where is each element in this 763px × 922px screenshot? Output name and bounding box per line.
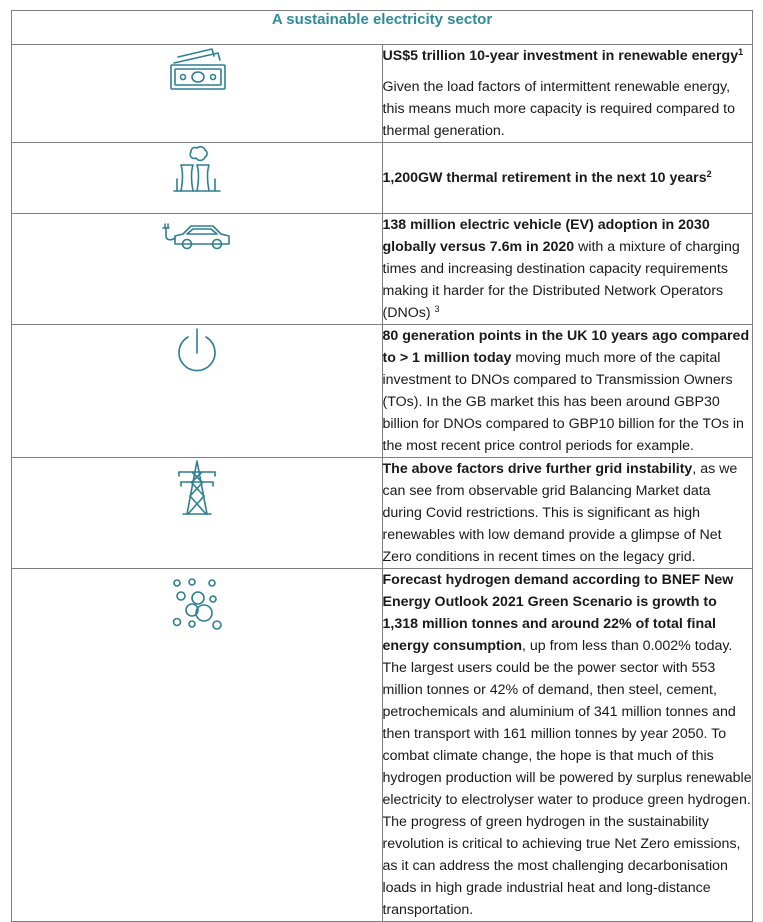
table-title: A sustainable electricity sector xyxy=(12,11,753,45)
icon-cell xyxy=(12,458,383,569)
text-cell xyxy=(382,458,753,569)
title-row xyxy=(12,11,753,45)
table-row xyxy=(12,45,753,143)
text-cell xyxy=(382,214,753,325)
electric-car-icon xyxy=(12,214,382,254)
footnote-ref: 1 xyxy=(738,47,744,57)
row-heading: The above factors drive further grid instability xyxy=(382,461,693,477)
row-body: moving much more of the capital investment to DNOs compared to Transmission Owners (TOs). In the GB market this has been around GBP30 billion for DNOs compared to GBP10 billion for the TOs in the most recent price control periods for example. xyxy=(382,350,744,454)
icon-cell xyxy=(12,45,383,143)
row-heading: Forecast hydrogen demand according to BNEF New Energy Outlook 2021 Green Scenario is growth to 1,318 million tonnes and around 22% of total final energy consumption xyxy=(382,572,734,654)
footnote-ref: 3 xyxy=(434,304,440,314)
transmission-tower-icon xyxy=(12,458,382,516)
row-heading: 80 generation points in the UK 10 years ago compared to > 1 million today xyxy=(382,328,750,366)
sector-table xyxy=(11,10,753,922)
hydrogen-bubbles-icon xyxy=(12,577,382,631)
text-cell xyxy=(382,143,753,214)
icon-cell xyxy=(12,569,383,922)
table-row xyxy=(12,569,753,922)
icon-cell xyxy=(12,214,383,325)
text-cell xyxy=(382,325,753,458)
power-plant-icon xyxy=(12,143,382,195)
money-icon xyxy=(12,45,382,93)
table-row xyxy=(12,458,753,569)
icon-cell xyxy=(12,325,383,458)
table-row xyxy=(12,214,753,325)
text-cell xyxy=(382,45,753,143)
footnote-ref: 2 xyxy=(706,169,712,179)
text-cell xyxy=(382,569,753,922)
row-body: , as we can see from observable grid Balancing Market data during Covid restrictions. This is significant as high renewables with low demand provide a glimpse of Net Zero conditions in recent times on the legacy grid. xyxy=(382,461,738,565)
table-row xyxy=(12,325,753,458)
row-heading: US$5 trillion 10-year investment in renewable energy xyxy=(382,48,739,64)
row-body: Given the load factors of intermittent renewable energy, this means much more capacity is required compared to thermal generation. xyxy=(382,79,735,139)
row-body: with a mixture of charging times and increasing destination capacity requirements making it harder for the Distributed Network Operators (DNOs) xyxy=(382,239,740,321)
row-heading: 138 million electric vehicle (EV) adoption in 2030 globally versus 7.6m in 2020 xyxy=(382,217,710,255)
power-button-icon xyxy=(12,325,382,379)
table-row xyxy=(12,143,753,214)
row-heading: 1,200GW thermal retirement in the next 10 years xyxy=(382,170,707,186)
icon-cell xyxy=(12,143,383,214)
row-body: , up from less than 0.002% today. The largest users could be the power sector with 553 million tonnes or 42% of demand, then steel, cement, petrochemicals and aluminium of 341 million tonnes and then transport with 161 million tonnes by year 2050. To combat climate change, the hope is that much of this hydrogen production will be powered by surplus renewable electricity to electrolyser water to produce green hydrogen. The progress of green hydrogen in the sustainability revolution is critical to achieving true Net Zero emissions, as it can address the most challenging decarbonisation loads in high grade industrial heat and long-distance transportation. xyxy=(382,638,752,918)
